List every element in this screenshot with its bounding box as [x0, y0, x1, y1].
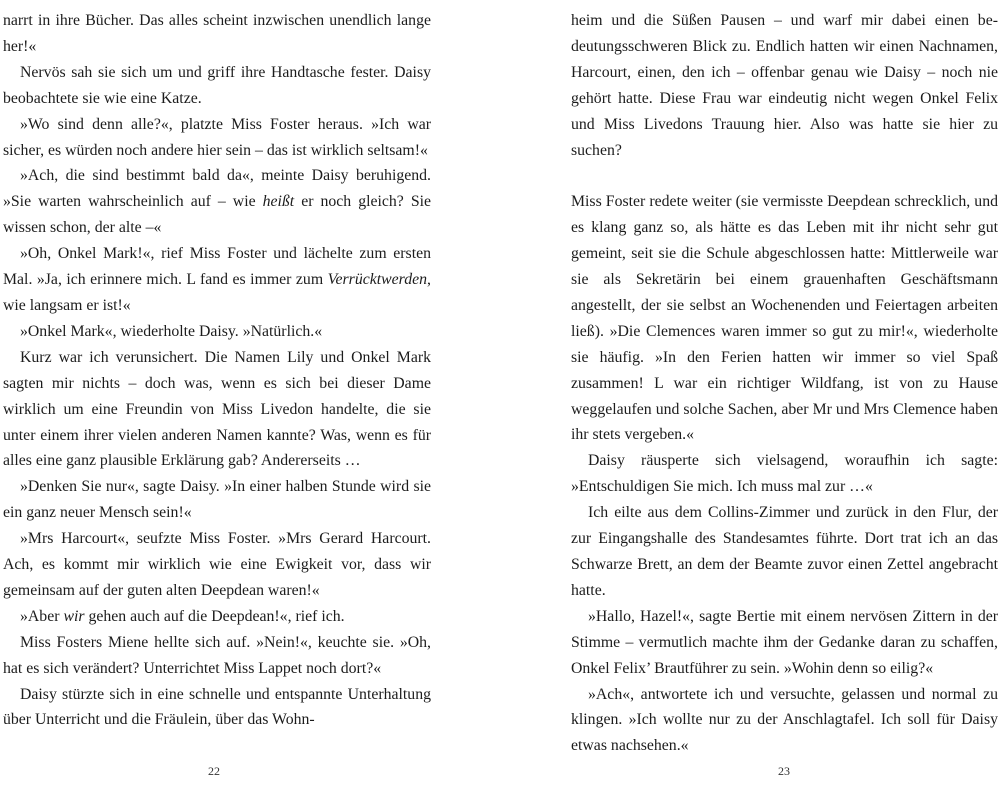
paragraph [571, 189, 998, 448]
text-run: er noch gleich? Sie wissen schon, der alte –« [3, 193, 431, 237]
paragraph [571, 448, 998, 500]
text-run: Daisy stürzte sich in eine schnelle und entspannte Unterhaltung über Unterricht und die Fräulein, über das Wohn- [3, 685, 431, 729]
paragraph [3, 8, 431, 60]
italic-text: Verrücktwerden [327, 271, 428, 289]
text-run: Kurz war ich verunsichert. Die Namen Lily und Onkel Mark sagten mir nichts – doch was, wenn es sich bei dieser Dame wirklich um eine Freundin von Miss Livedon handelte, die sie unter einem ihrer vielen anderen Namen kannte? Was, wenn es für alles eine ganz plausible Erklärung gab? Andererseits … [3, 348, 431, 470]
text-run: »Oh, Onkel Mark!«, rief Miss Foster und lächelte zum ersten Mal. »Ja, ich erinnere mich. L fand es immer zum [3, 245, 431, 289]
text-run: »Mrs Harcourt«, seufzte Miss Foster. »Mrs Gerard Harcourt. Ach, es kommt mir wirklich wie eine Ewigkeit vor, dass wir gemeinsam auf der guten alten Deepdean waren!« [3, 530, 431, 599]
page-number-right: 23 [778, 764, 790, 778]
right-page [571, 8, 998, 759]
paragraph [3, 682, 431, 734]
paragraph [571, 8, 998, 163]
text-run: »Ach«, antwortete ich und versuchte, gelassen und normal zu klingen. »Ich wollte nur zu der Anschlagtafel. Ich soll für Daisy etwas nachsehen.« [571, 685, 998, 755]
paragraph [3, 319, 431, 345]
paragraph [3, 163, 431, 241]
text-run: »Onkel Mark«, wiederholte Daisy. »Natürlich.« [20, 322, 323, 340]
text-run: »Denken Sie nur«, sagte Daisy. »In einer halben Stunde wird sie ein ganz neuer Mensch sein!« [3, 478, 431, 522]
italic-text: heißt [262, 193, 295, 211]
text-run: »Hallo, Hazel!«, sagte Bertie mit einem nervösen Zittern in der Stimme – vermutlich machte ihm der Gedanke daran zu schaffen, Onkel Felix’ Brautführer zu sein. »Wohin denn so eilig?« [571, 607, 998, 677]
italic-text: wir [63, 607, 85, 625]
paragraph [3, 630, 431, 682]
text-run: narrt in ihre Bücher. Das alles scheint inzwischen unendlich lange her!« [3, 12, 431, 55]
paragraph [571, 604, 998, 682]
text-run: »Aber [20, 607, 64, 625]
text-run: gehen auch auf die Deepdean!«, rief ich. [84, 607, 345, 625]
paragraph [3, 241, 431, 319]
paragraph [3, 112, 431, 164]
paragraph [571, 682, 998, 760]
page-number-left: 22 [208, 764, 220, 778]
text-run: heim und die Süßen Pausen – und warf mir dabei einen bedeutungsschweren Blick zu. Endlich hatten wir einen Nachnamen, Harcourt, einen, den ich – offenbar genau wie Daisy – noch nie gehört hatte. Diese Frau war eindeutig nicht wegen Onkel Felix und Miss Livedons Trauung hier. Also was hatte sie hier zu suchen? [571, 12, 998, 159]
paragraph [3, 526, 431, 604]
text-run: Miss Foster redete weiter (sie vermisste Deepdean schrecklich, und es klang ganz so, als hätte es das Leben mit ihr nicht sehr gut gemeint, seit sie die Schule abgeschlossen hatte: Mittlerweile war sie als Sekretärin bei einem grauenhaften Geschäftsmann angestellt, der sie selbst an Wochenenden und Feiertagen arbeiten ließ). »Die Clemences waren immer so gut zu mir!«, wiederholte sie häufig. »In den Ferien hatten wir immer so viel Spaß zusammen! L war ein richtiger Wildfang, ist von zu Hause weggelaufen und solche Sachen, aber Mr und Mrs Clemence haben ihr stets vergeben.« [571, 193, 998, 444]
text-run: Ich eilte aus dem Collins-Zimmer und zurück in den Flur, der zur Eingangshalle des Standesamtes führte. Dort trat ich an das Schwarze Brett, an dem der Beamte zuvor einen Zettel angebracht hatte. [571, 504, 998, 599]
left-page [3, 8, 431, 733]
text-run: , wie langsam er ist!« [3, 271, 431, 314]
text-run: »Ach, die sind bestimmt bald da«, meinte Daisy beruhigend. »Sie warten wahrscheinlich auf – wie [3, 167, 431, 211]
text-run: »Wo sind denn alle?«, platzte Miss Foster heraus. »Ich war sicher, es würden noch andere hier sein – das ist wirklich seltsam!« [3, 115, 431, 159]
paragraph-break [571, 163, 998, 189]
paragraph [3, 345, 431, 475]
text-run: Daisy räusperte sich vielsagend, woraufhin ich sagte: »Entschuldigen Sie mich. Ich muss mal zur …« [571, 452, 998, 496]
text-run: Nervös sah sie sich um und griff ihre Handtasche fester. Daisy beobachtete sie wie eine Katze. [3, 63, 431, 107]
paragraph [3, 474, 431, 526]
paragraph [3, 604, 431, 630]
paragraph [571, 500, 998, 604]
paragraph [3, 60, 431, 112]
text-run: Miss Fosters Miene hellte sich auf. »Nein!«, keuchte sie. »Oh, hat es sich verändert? Unterrichtet Miss Lappet noch dort?« [3, 633, 431, 677]
